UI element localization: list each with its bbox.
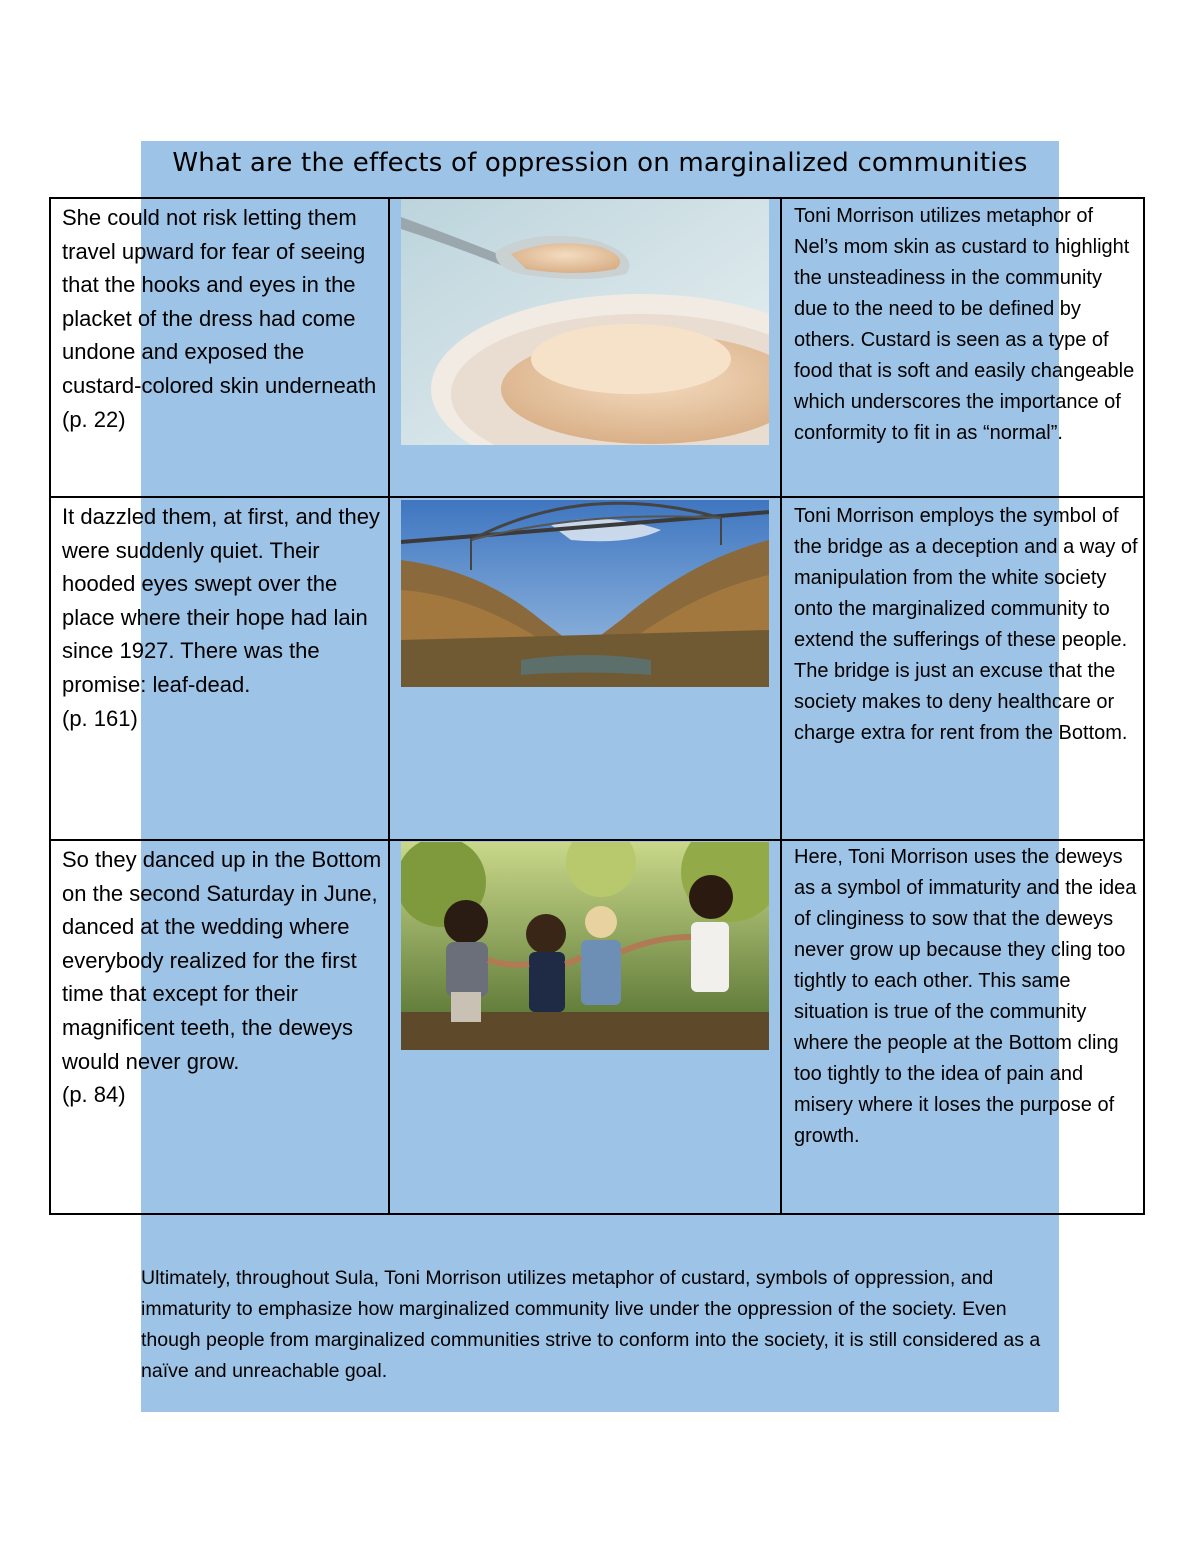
custard-photo bbox=[401, 199, 769, 445]
quote-text-2: It dazzled them, at first, and they were suddenly quiet. Their hooded eyes swept over the place where their hope had lain since 1927. There was the promise: leaf-dead. (p. 161) bbox=[62, 504, 380, 731]
children-dancing-photo bbox=[401, 842, 769, 1050]
quote-text-1: She could not risk letting them travel upward for fear of seeing that the hooks and eyes in the placket of the dress had come undone and exposed the custard-colored skin underneath (p. 22) bbox=[62, 205, 377, 432]
analysis-text-2: Toni Morrison employs the symbol of the bridge as a deception and a way of manipulation from the white society onto the marginalized community to extend the sufferings of these people. The bridge is just an excuse that the society makes to deny healthcare or charge extra for rent from the Bottom. bbox=[794, 505, 1138, 744]
bridge-illustration bbox=[401, 500, 769, 687]
analysis-text-3: Here, Toni Morrison uses the deweys as a symbol of immaturity and the idea of clinginess to sow that the deweys never grow up because they cling too tightly to each other. This same situation is true of the community where the people at the Bottom cling too tightly to the idea of pain and misery where it loses the purpose of growth. bbox=[794, 846, 1137, 1147]
table-column-divider bbox=[780, 197, 782, 1215]
table-row-divider bbox=[49, 839, 1145, 841]
analysis-text-1: Toni Morrison utilizes metaphor of Nel’s mom skin as custard to highlight the unsteadiness in the community due to the need to be defined by others. Custard is seen as a type of food that is soft and easily changeable which underscores the importance of conformity to fit in as “normal”. bbox=[794, 205, 1135, 444]
table-row-divider bbox=[49, 496, 1145, 498]
quote-text-3: So they danced up in the Bottom on the second Saturday in June, danced at the wedding where everybody realized for the first time that except for their magnificent teeth, the deweys would never grow. (p. 84) bbox=[62, 847, 382, 1108]
custard-illustration bbox=[401, 199, 769, 445]
table-column-divider bbox=[388, 197, 390, 1215]
conclusion-paragraph: Ultimately, throughout Sula, Toni Morrison utilizes metaphor of custard, symbols of oppression, and immaturity to emphasize how marginalized community live under the oppression of the society. Even though people from marginalized communities strive to conform into the society, it is still considered as a naïve and unreachable goal. bbox=[141, 1267, 1041, 1382]
page-title: What are the effects of oppression on marginalized communities bbox=[172, 148, 1028, 178]
bridge-photo bbox=[401, 500, 769, 687]
children-dancing-illustration bbox=[401, 842, 769, 1050]
